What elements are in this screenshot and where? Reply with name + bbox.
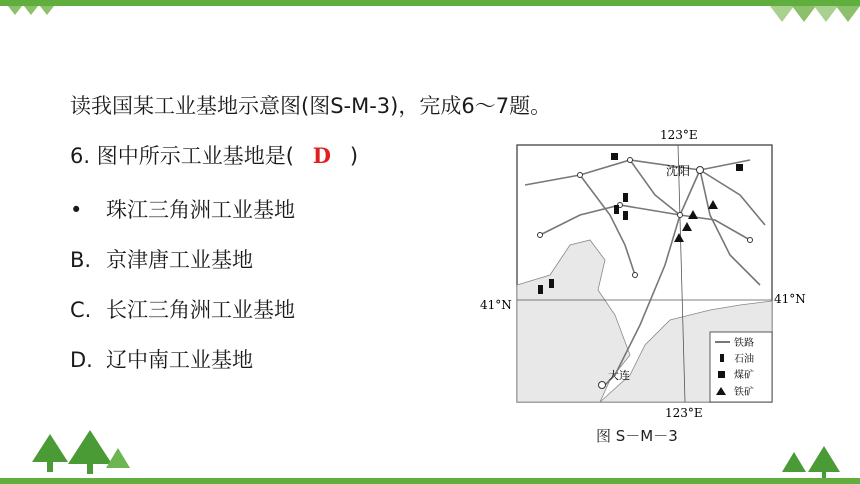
oil-marker bbox=[623, 211, 628, 220]
dalian-marker bbox=[599, 382, 606, 389]
question-6 bbox=[70, 142, 358, 170]
lat-label-right: 41°N bbox=[774, 292, 806, 306]
legend-coal-symbol bbox=[718, 371, 725, 378]
answer-letter: D bbox=[312, 143, 332, 168]
option-b-text: 京津唐工业基地 bbox=[106, 248, 253, 272]
option-c-marker: C. bbox=[70, 298, 92, 322]
lat-label-left: 41°N bbox=[480, 298, 512, 312]
shenyang-marker bbox=[697, 167, 704, 174]
city-label-shenyang: 沈阳 bbox=[666, 164, 691, 178]
map-legend bbox=[710, 332, 772, 402]
option-c[interactable] bbox=[70, 296, 295, 324]
option-a-text: 珠江三角洲工业基地 bbox=[106, 198, 295, 222]
option-a-marker: • bbox=[70, 198, 83, 222]
option-d-text: 辽中南工业基地 bbox=[106, 348, 253, 372]
top-left-triangle-decoration bbox=[0, 0, 70, 20]
option-b-marker: B. bbox=[70, 248, 92, 272]
city-label-dalian: 大连 bbox=[608, 369, 630, 382]
lon-label-top: 123°E bbox=[660, 128, 698, 142]
option-d[interactable] bbox=[70, 346, 253, 374]
coal-marker bbox=[611, 153, 618, 160]
top-right-triangle-decoration bbox=[770, 0, 860, 26]
bottom-green-bar bbox=[0, 478, 860, 484]
coal-marker bbox=[736, 164, 743, 171]
tree-decoration-left bbox=[20, 430, 130, 478]
oil-marker bbox=[538, 285, 543, 294]
tree-decoration-right bbox=[780, 446, 850, 478]
option-b[interactable] bbox=[70, 246, 253, 274]
question-suffix: ) bbox=[349, 144, 359, 168]
legend-coal: 煤矿 bbox=[734, 370, 754, 381]
question-prefix: 6. 图中所示工业基地是( bbox=[70, 144, 294, 168]
legend-oil-symbol bbox=[720, 354, 724, 362]
oil-marker bbox=[614, 205, 619, 214]
intro-text: 读我国某工业基地示意图(图S-M-3)，完成6～7题。 bbox=[70, 94, 552, 118]
top-green-bar bbox=[0, 0, 860, 6]
legend-iron: 铁矿 bbox=[734, 387, 754, 398]
figure-caption: 图 S－M－3 bbox=[596, 427, 678, 445]
option-d-marker: D. bbox=[70, 348, 93, 372]
lon-label-bottom: 123°E bbox=[665, 406, 703, 420]
option-a[interactable] bbox=[70, 196, 295, 224]
option-c-text: 长江三角洲工业基地 bbox=[106, 298, 295, 322]
industrial-base-map bbox=[480, 125, 806, 445]
legend-oil: 石油 bbox=[734, 354, 754, 365]
legend-railway: 铁路 bbox=[734, 338, 754, 349]
oil-marker bbox=[623, 193, 628, 202]
oil-marker bbox=[549, 279, 554, 288]
